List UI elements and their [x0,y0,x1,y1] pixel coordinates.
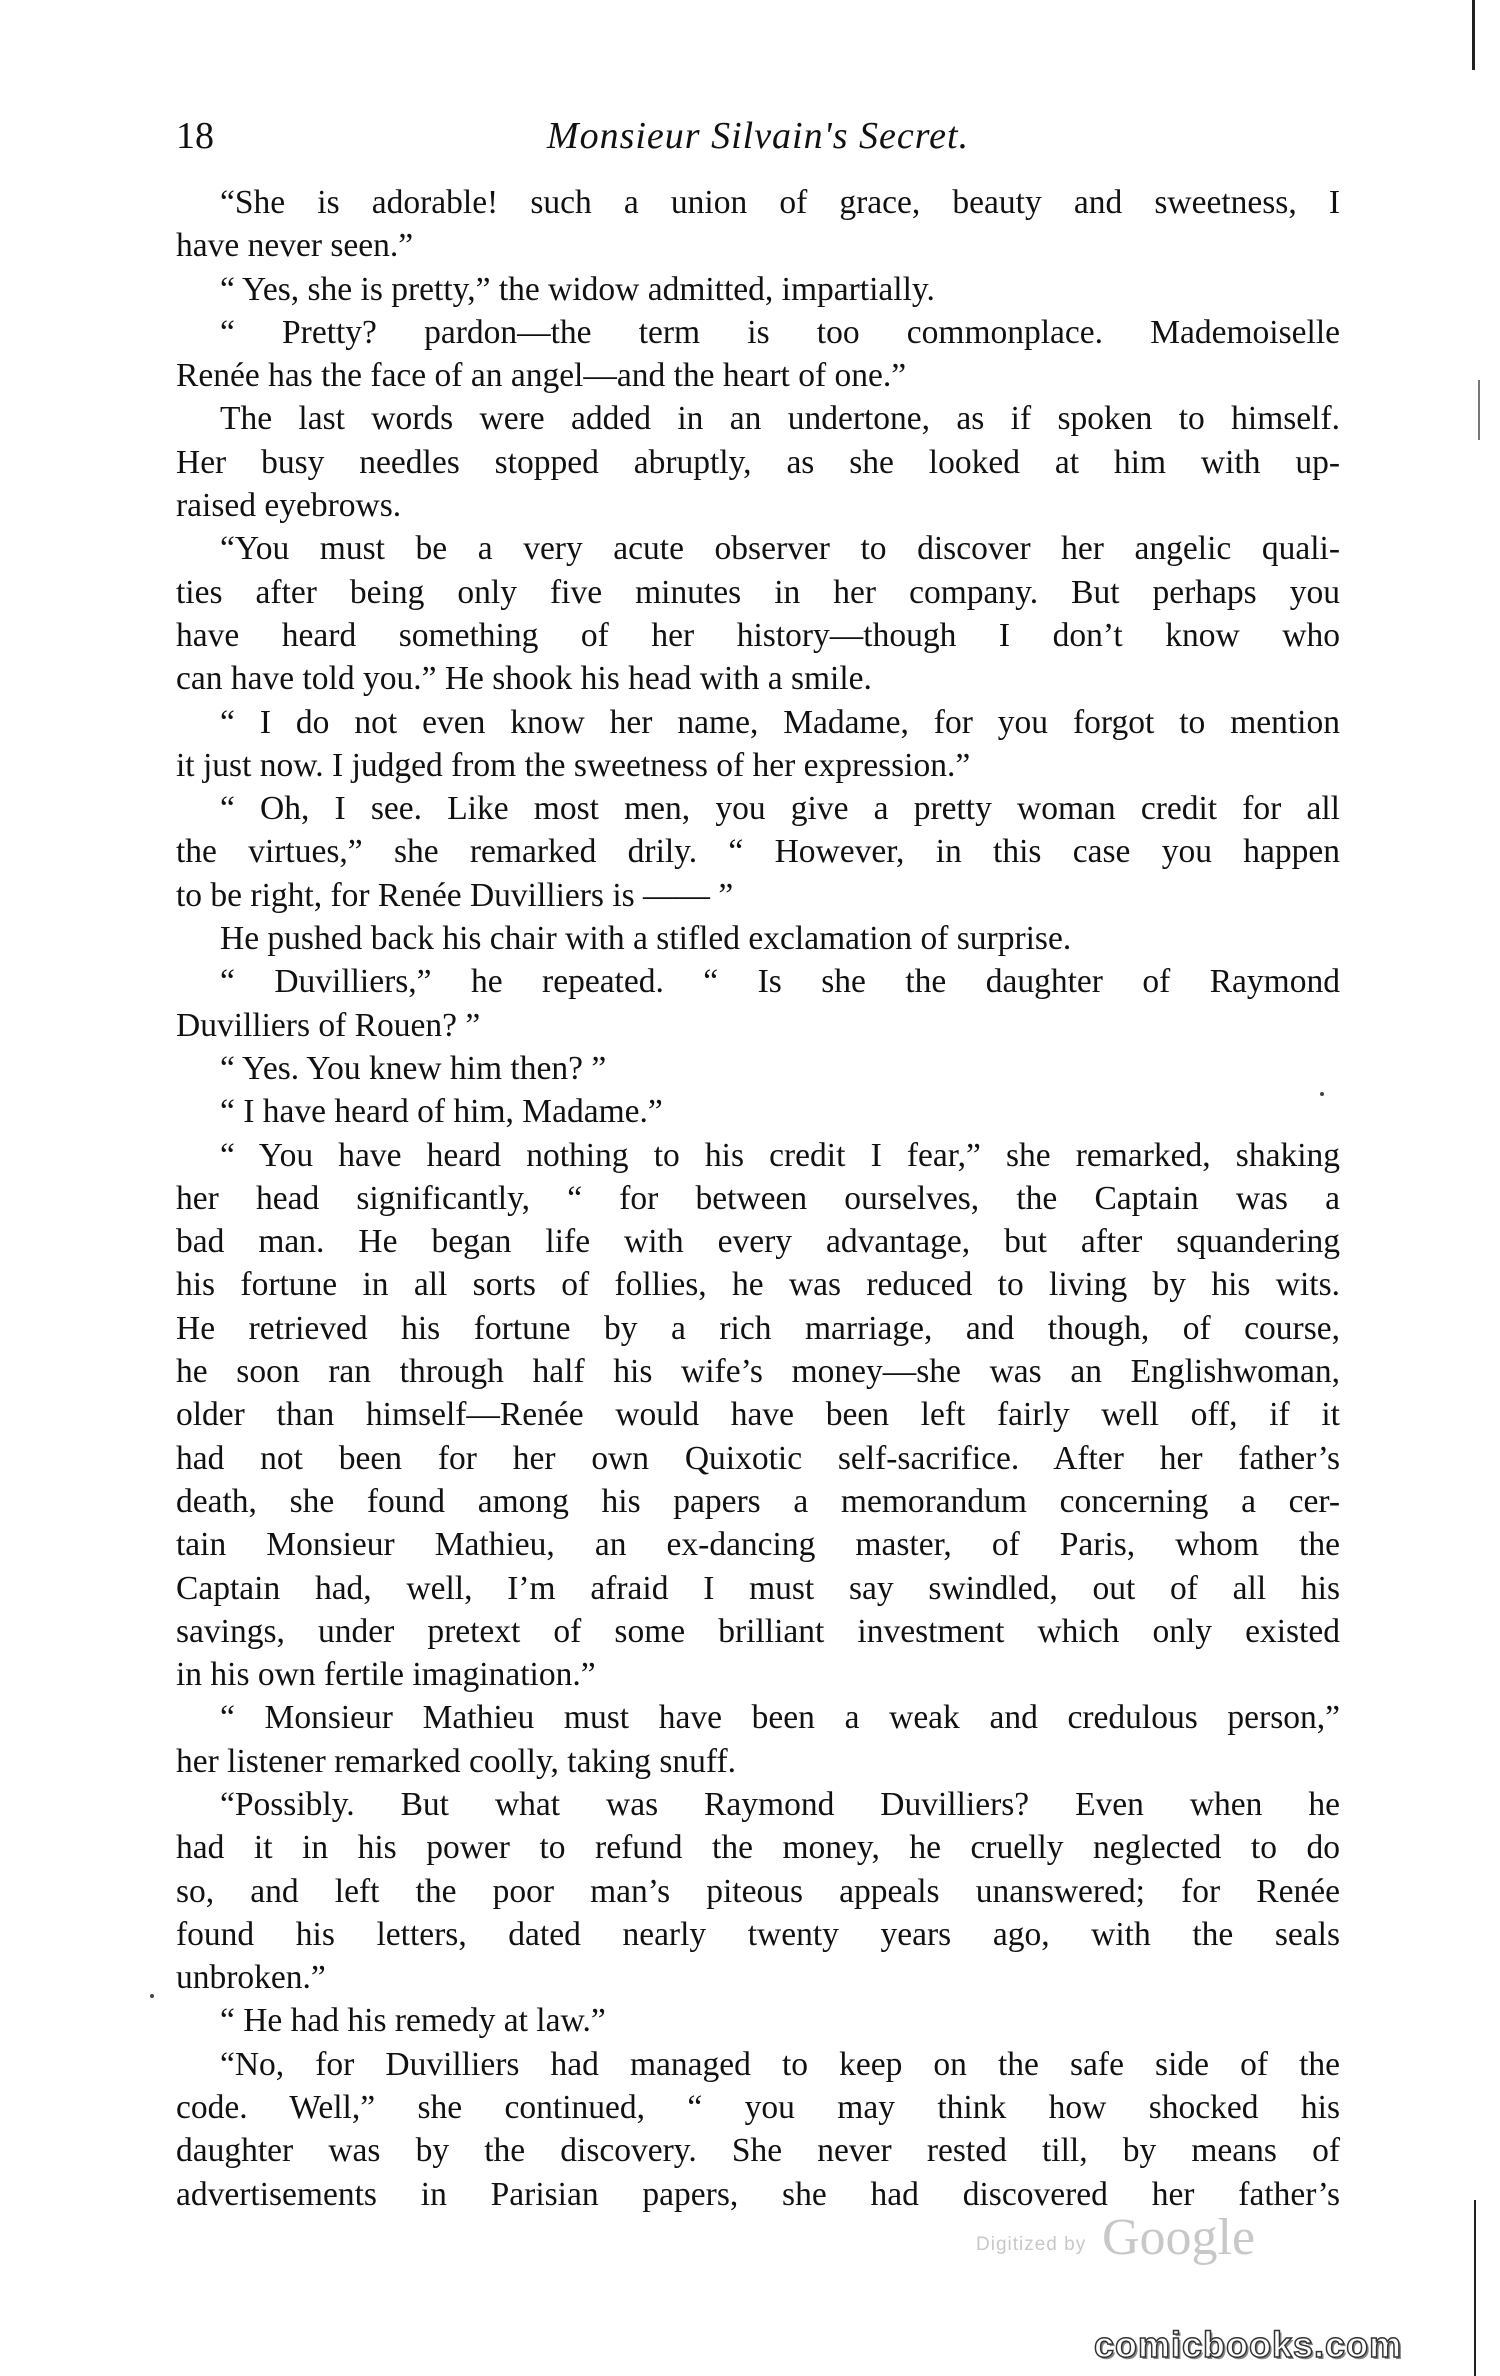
text-line: ties after being only five minutes in her company. But perhaps you [176,573,1340,611]
text-line: Renée has the face of an angel—and the heart of one.” [176,357,907,395]
text-line: “She is adorable! such a union of grace, beauty and sweetness, I [220,184,1340,221]
text-line: “ He had his remedy at law.” [220,2002,606,2040]
text-line: older than himself—Renée would have been left fairly well off, if it [176,1396,1340,1434]
text-line: had it in his power to refund the money, he cruelly neglected to do [176,1829,1340,1867]
text-line: “ Yes. You knew him then? ” [220,1049,607,1087]
text-line: “ Pretty? pardon—the term is too commonplace. Mademoiselle [220,313,1340,351]
text-line: “You must be a very acute observer to discover her angelic quali- [220,530,1340,568]
text-line: had not been for her own Quixotic self-sacrifice. After her father’s [176,1439,1340,1477]
page-edge-mark [1472,0,1475,70]
text-line: “ Yes, she is pretty,” the widow admitted, impartially. [220,270,935,308]
text-line: “ Monsieur Mathieu must have been a weak and credulous person,” [220,1699,1340,1737]
text-line: Her busy needles stopped abruptly, as she looked at him with up- [176,443,1340,481]
text-line: raised eyebrows. [176,487,402,525]
text-line: can have told you.” He shook his head with a smile. [176,660,872,698]
text-line: “ Duvilliers,” he repeated. “ Is she the daughter of Raymond [220,963,1340,1001]
text-line: he soon ran through half his wife’s money—she was an Englishwoman, [176,1353,1340,1391]
text-line: to be right, for Renée Duvilliers is —— ” [176,876,734,914]
page-edge-mark [1478,380,1480,440]
body-text [176,181,1340,2216]
text-line: “ I do not even know her name, Madame, for you forgot to mention [220,703,1340,741]
text-line: “Possibly. But what was Raymond Duvilliers? Even when he [220,1785,1340,1823]
text-line: The last words were added in an undertone, as if spoken to himself. [220,400,1340,438]
text-line: it just now. I judged from the sweetness of her expression.” [176,746,971,784]
text-line: Captain had, well, I’m afraid I must say swindled, out of all his [176,1569,1340,1607]
google-watermark [976,2209,1306,2272]
page-edge-mark [1474,2200,1476,2376]
text-line: have heard something of her history—though I don’t know who [176,616,1340,654]
google-logo: Google [1102,2209,1256,2266]
text-line: “ I have heard of him, Madame.” [220,1093,663,1131]
speck [150,1994,154,1998]
text-line: He pushed back his chair with a stifled exclamation of surprise. [220,920,1072,958]
site-logo: comicbooks.com [1094,2324,1403,2365]
text-line: have never seen.” [176,227,414,265]
text-line: his fortune in all sorts of follies, he was reduced to living by his wits. [176,1266,1340,1304]
text-line: He retrieved his fortune by a rich marriage, and though, of course, [176,1309,1340,1347]
text-line: death, she found among his papers a memorandum concerning a cer- [176,1482,1340,1520]
text-line: Duvilliers of Rouen? ” [176,1006,481,1044]
text-line: her head significantly, “ for between ourselves, the Captain was a [176,1179,1340,1217]
text-line: “ You have heard nothing to his credit I fear,” she remarked, shaking [220,1136,1340,1174]
text-line: bad man. He began life with every advantage, but after squandering [176,1223,1340,1261]
text-line: so, and left the poor man’s piteous appeals unanswered; for Renée [176,1872,1340,1910]
running-head [176,106,1340,166]
text-line: savings, under pretext of some brilliant investment which only existed [176,1612,1340,1650]
running-title: Monsieur Silvain's Secret. [546,115,970,157]
text-line: in his own fertile imagination.” [176,1656,596,1694]
speck [1320,1092,1324,1096]
text-line: found his letters, dated nearly twenty years ago, with the seals [176,1915,1340,1953]
text-line: code. Well,” she continued, “ you may think how shocked his [176,2089,1340,2127]
text-line: “No, for Duvilliers had managed to keep on the safe side of the [220,2045,1340,2083]
text-line: the virtues,” she remarked drily. “ However, in this case you happen [176,833,1340,871]
text-line: “ Oh, I see. Like most men, you give a pretty woman credit for all [220,790,1340,828]
text-line: unbroken.” [176,1959,326,1997]
text-line: advertisements in Parisian papers, she had discovered her father’s [176,2175,1340,2213]
text-line: daughter was by the discovery. She never rested till, by means of [176,2132,1340,2170]
text-line: tain Monsieur Mathieu, an ex-dancing master, of Paris, whom the [176,1526,1340,1564]
digitized-by-text: Digitized by [976,2234,1087,2255]
text-line: her listener remarked coolly, taking snuff. [176,1742,737,1780]
page-number: 18 [176,115,214,157]
